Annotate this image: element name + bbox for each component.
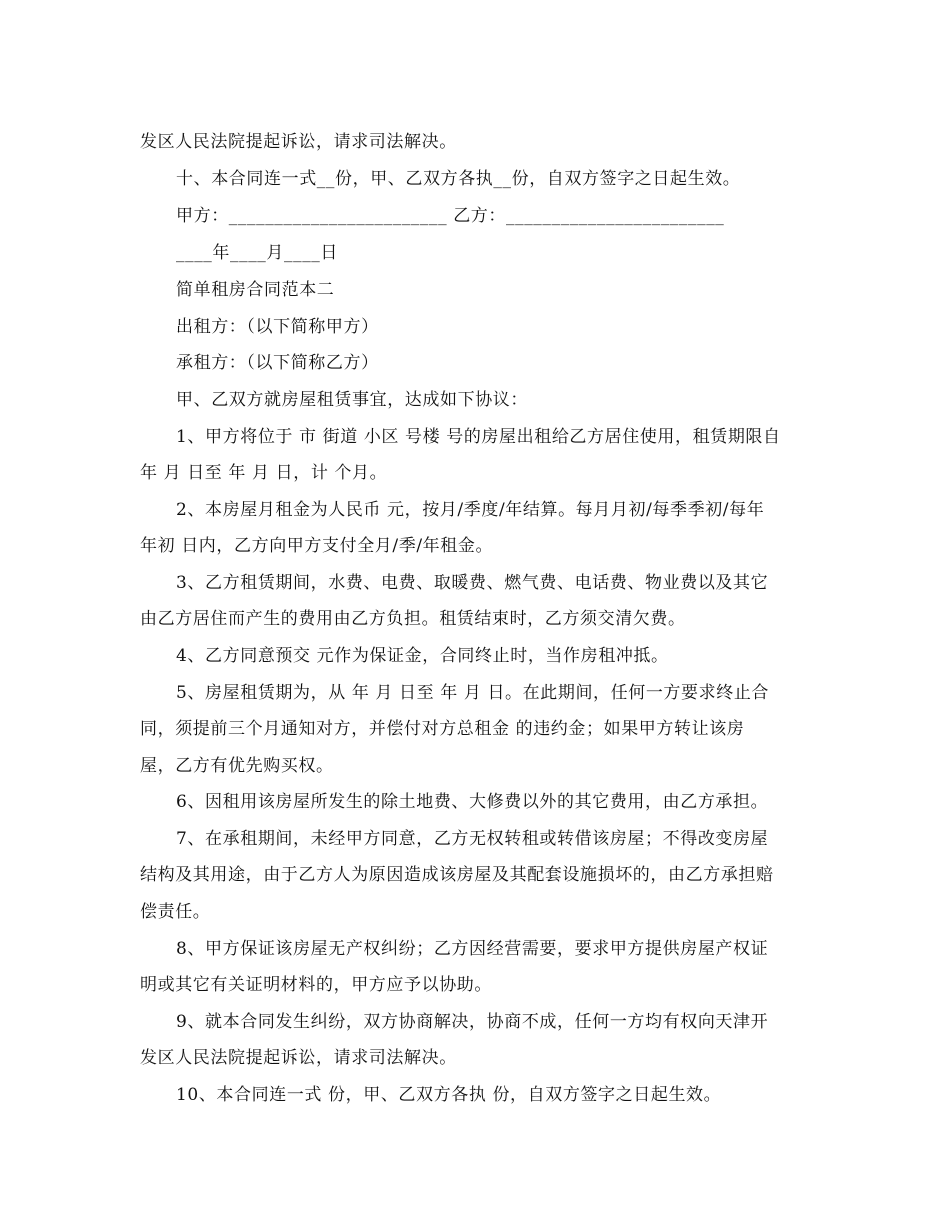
signature-line: 甲方：________________________ 乙方：________________________ [176,206,725,226]
text-line: 出租方：（以下简称甲方） [176,317,379,337]
clause-line: 10、本合同连一式 份，甲、乙双方各执 份，自双方签字之日起生效。 [176,1085,722,1105]
text-line: 发区人民法院提起诉讼，请求司法解决。 [140,132,457,152]
clause-line: 同，须提前三个月通知对方，并偿付对方总租金 的违约金；如果甲方转让该房 [140,719,745,739]
clause-line: 6、因租用该房屋所发生的除土地费、大修费以外的其它费用，由乙方承担。 [176,792,769,812]
clause-line: 4、乙方同意预交 元作为保证金，合同终止时，当作房租冲抵。 [176,646,669,666]
clause-line: 屋，乙方有优先购买权。 [140,756,334,776]
clause-line: 结构及其用途，由于乙方人为原因造成该房屋及其配套设施损坏的，由乙方承担赔 [140,865,774,885]
clause-line: 8、甲方保证该房屋无产权纠纷；乙方因经营需要，要求甲方提供房屋产权证 [176,939,769,959]
clause-line: 发区人民法院提起诉讼，请求司法解决。 [140,1048,457,1068]
clause-line: 年初 日内，乙方向甲方支付全月/季/年租金。 [140,536,494,556]
text-line: 十、本合同连一式__份，甲、乙双方各执__份，自双方签字之日起生效。 [176,169,741,189]
clause-line: 1、甲方将位于 市 街道 小区 号楼 号的房屋出租给乙方居住使用，租赁期限自 [176,427,781,447]
clause-line: 偿责任。 [140,902,211,922]
clause-line: 3、乙方租赁期间，水费、电费、取暖费、燃气费、电话费、物业费以及其它 [176,573,769,593]
clause-line: 年 月 日至 年 月 日，计 个月。 [140,463,388,483]
clause-line: 2、本房屋月租金为人民币 元，按月/季度/年结算。每月月初/每季季初/每年 [176,500,765,520]
clause-line: 明或其它有关证明材料的，甲方应予以协助。 [140,975,492,995]
clause-line: 9、就本合同发生纠纷，双方协商解决，协商不成，任何一方均有权向天津开 [176,1012,769,1032]
text-line: 承租方：（以下简称乙方） [176,353,379,373]
clause-line: 5、房屋租赁期为，从 年 月 日至 年 月 日。在此期间，任何一方要求终止合 [176,683,770,703]
clause-line: 由乙方居住而产生的费用由乙方负担。租赁结束时，乙方须交清欠费。 [140,609,686,629]
text-line: 甲、乙双方就房屋租赁事宜，达成如下协议： [176,390,528,410]
section-title: 简单租房合同范本二 [176,280,335,300]
date-line: ____年____月____日 [176,243,338,263]
clause-line: 7、在承租期间，未经甲方同意，乙方无权转租或转借该房屋；不得改变房屋 [176,829,769,849]
